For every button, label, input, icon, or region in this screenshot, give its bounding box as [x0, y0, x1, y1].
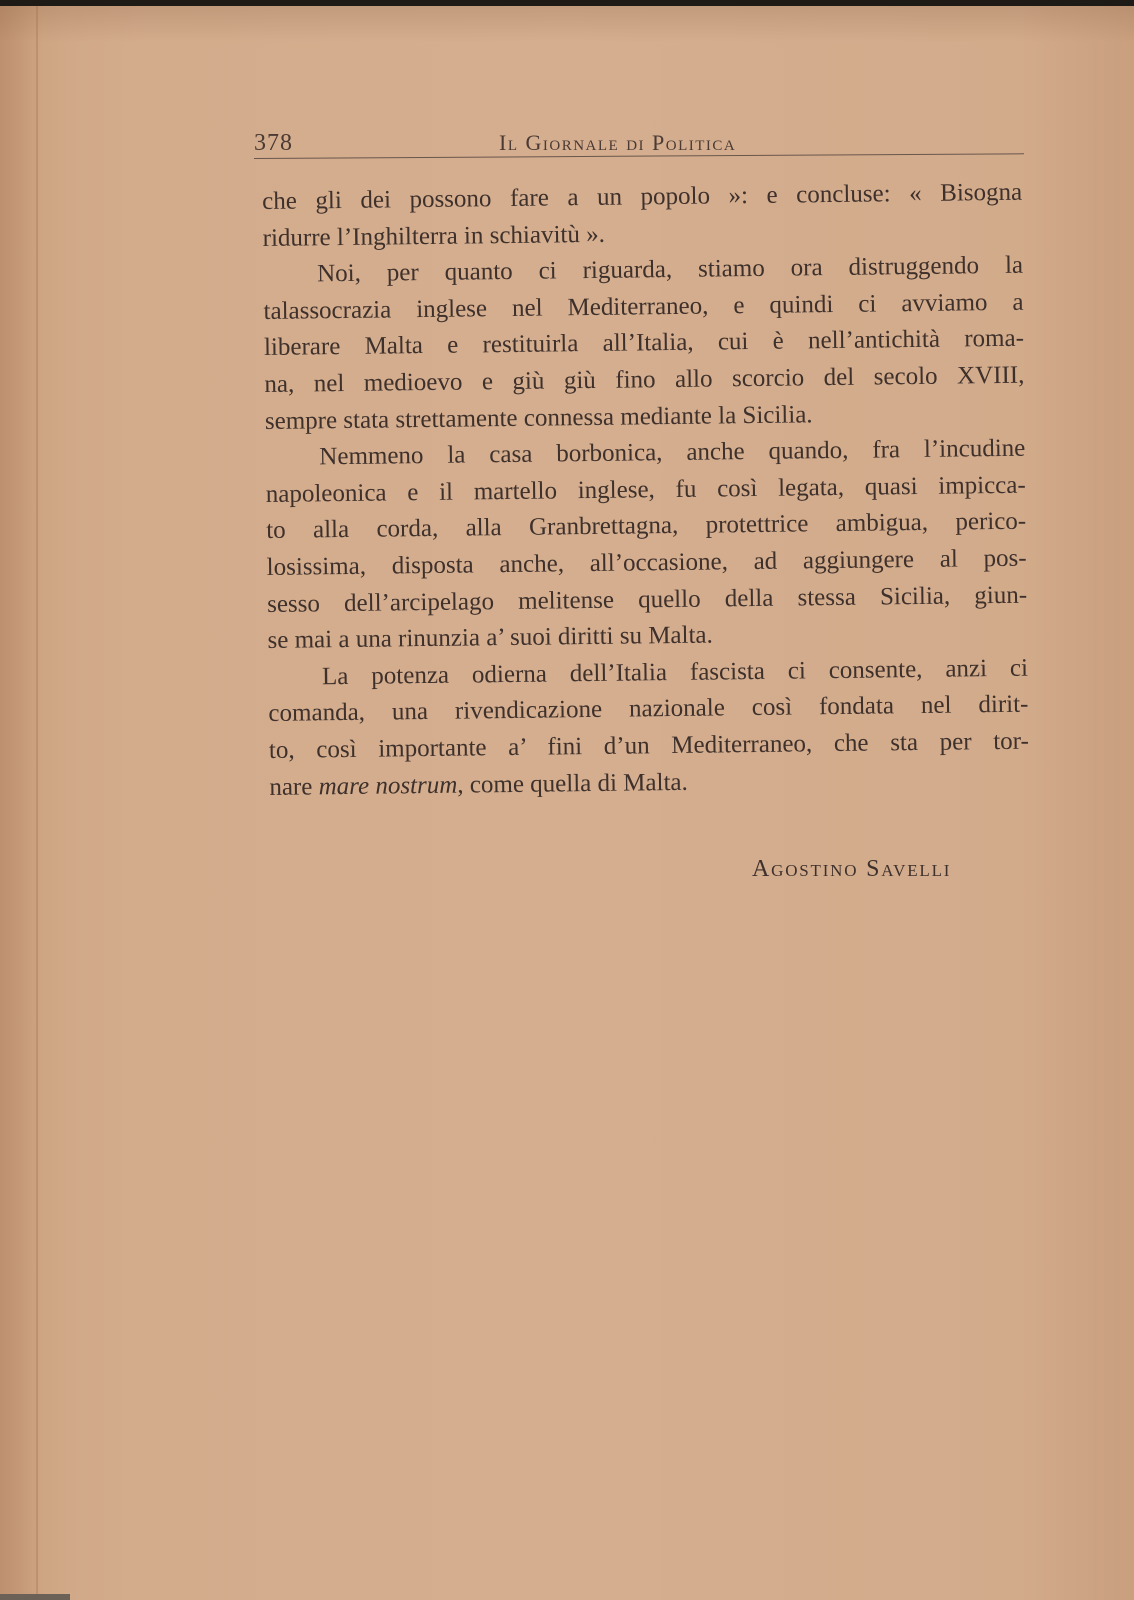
text-line: to alla corda, alla Granbrettagna, protettrice ambigua, perico-	[266, 508, 1027, 545]
running-title: Il Giornale di Politica	[499, 130, 737, 155]
page-edge	[0, 1594, 70, 1600]
text-line: talassocrazia inglese nel Mediterraneo, e quindi ci avviamo a	[263, 288, 1024, 325]
text-line: to, così importante a’ fini d’un Mediterraneo, che sta per tor-	[268, 727, 1030, 764]
text-line: che gli dei possono fare a un popolo »: e concluse: « Bisogna	[262, 178, 1023, 215]
text-line: liberare Malta e restituirla all’Italia, cui è nell’antichità roma-	[263, 325, 1025, 362]
text-fragment: nare	[269, 772, 319, 801]
binding-shadow	[36, 6, 38, 1600]
page-number: 378	[254, 130, 293, 156]
italic-phrase: mare nostrum	[318, 771, 458, 800]
text-fragment: , come quella di Malta.	[457, 768, 688, 799]
text-line: ridurre l’Inghilterra in schiavitù ».	[262, 220, 606, 252]
text-line: Noi, per quanto ci riguarda, stiamo ora distruggendo la	[316, 251, 1024, 288]
text-line: se mai a una rinunzia a’ suoi diritti su Malta.	[267, 621, 713, 655]
text-line: losissima, disposta anche, all’occasione, ad aggiungere al pos-	[266, 544, 1027, 581]
text-line: La potenza odierna dell’Italia fascista ci consente, anzi ci	[321, 654, 1029, 691]
text-line: na, nel medioevo e giù giù fino allo scorcio del secolo XVIII,	[264, 361, 1025, 398]
author-signature: Agostino Savelli	[752, 856, 952, 882]
text-line: Nemmeno la casa borbonica, anche quando, fra l’incudine	[319, 434, 1026, 471]
document-page	[0, 6, 1134, 1600]
text-line: sesso dell’arcipelago melitense quello della stessa Sicilia, giun-	[266, 581, 1028, 618]
text-line: sempre stata strettamente connessa mediante la Sicilia.	[264, 400, 813, 435]
text-line: napoleonica e il martello inglese, fu così legata, quasi impicca-	[265, 471, 1026, 508]
text-line: comanda, una rivendicazione nazionale così fondata nel dirit-	[268, 690, 1029, 728]
body-text	[262, 175, 1030, 806]
